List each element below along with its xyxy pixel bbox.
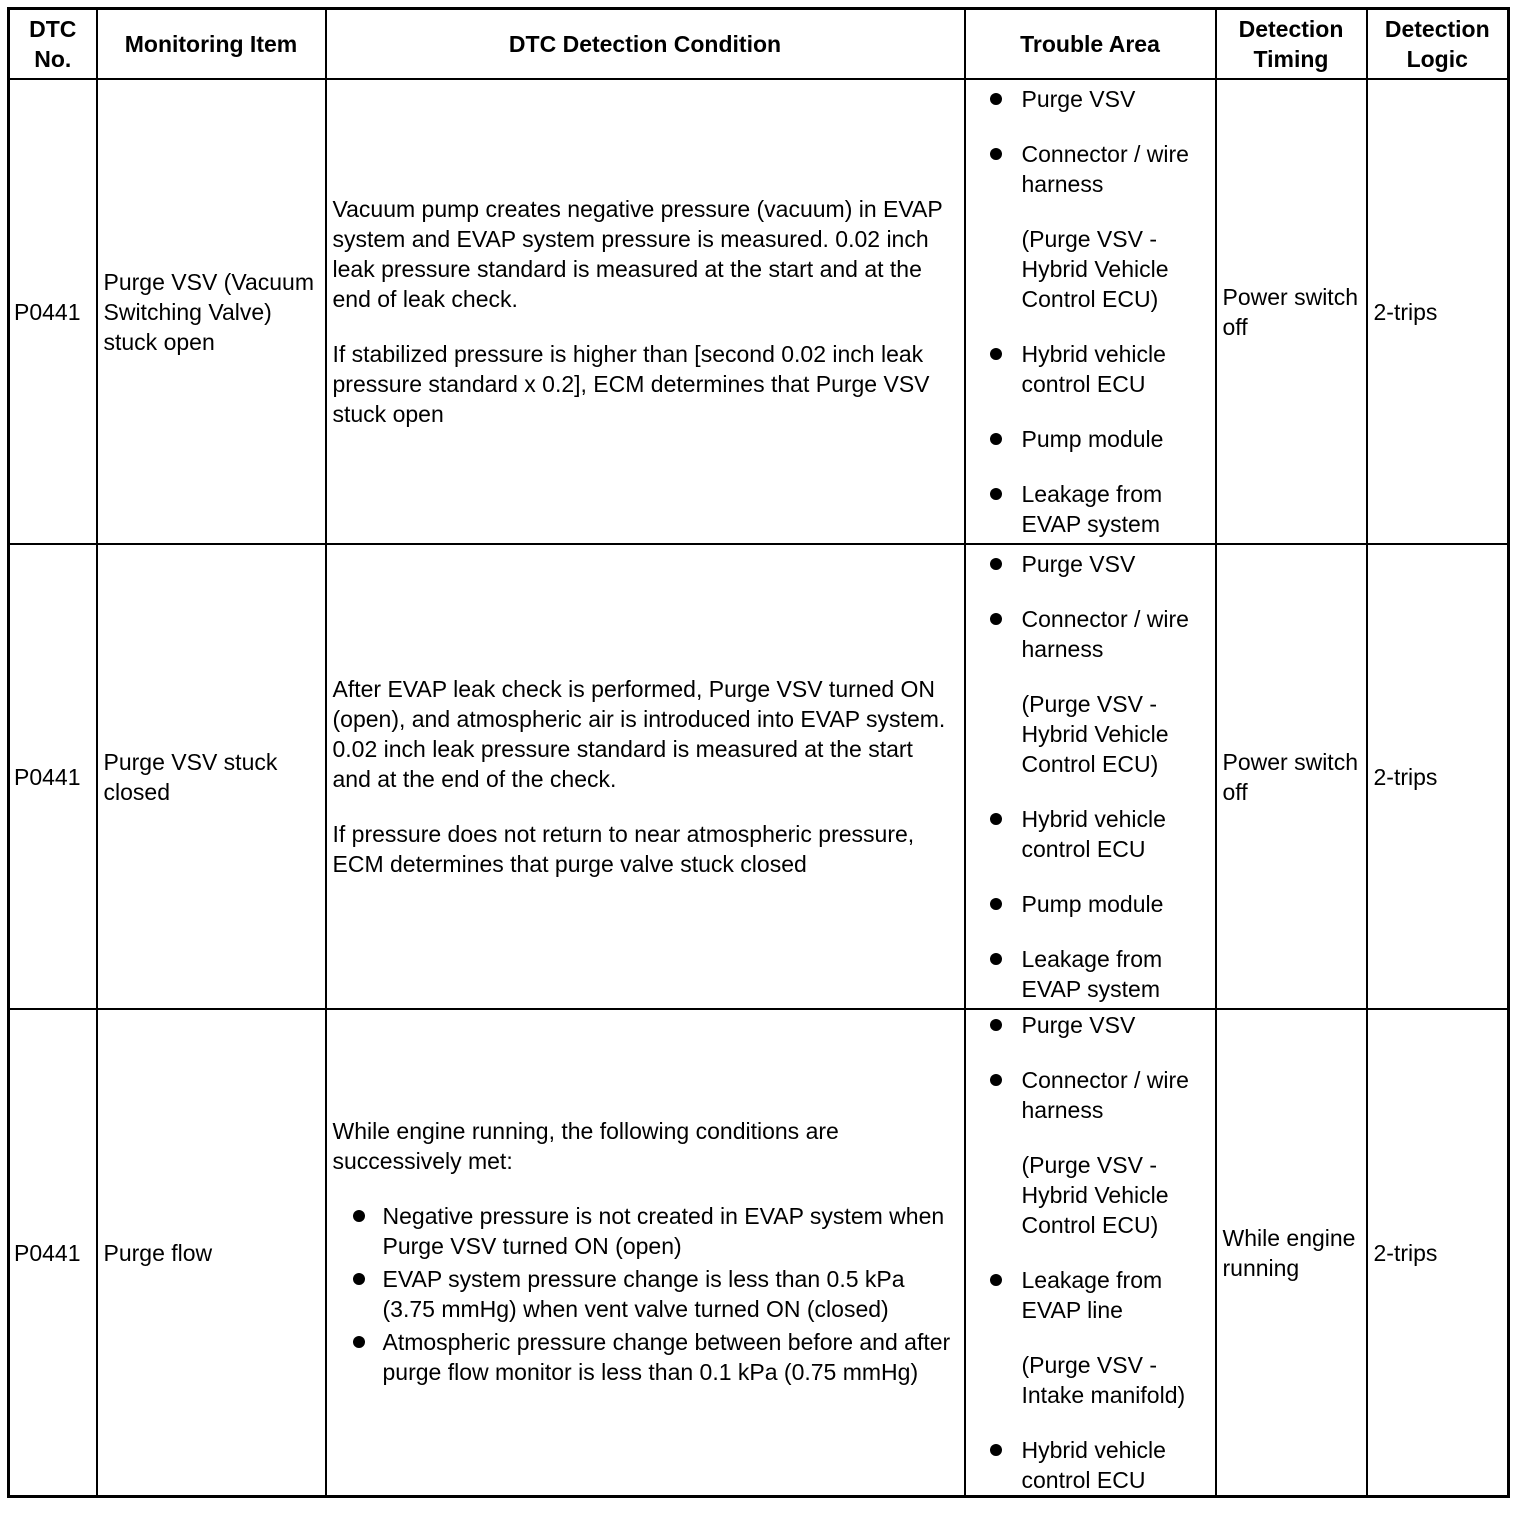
detection-condition <box>326 544 965 1009</box>
trouble-item: Leakage from EVAP system <box>988 479 1209 539</box>
trouble-area <box>965 544 1216 1009</box>
trouble-item: Connector / wire harness <box>988 604 1209 664</box>
trouble-subnote: (Purge VSV - Intake manifold) <box>1021 1352 1186 1408</box>
trouble-list <box>988 1010 1209 1495</box>
trouble-list <box>988 549 1209 1004</box>
trouble-item: Connector / wire harness <box>988 139 1209 199</box>
trouble-area <box>965 1009 1216 1497</box>
condition-list <box>333 1201 958 1387</box>
condition-bullet: EVAP system pressure change is less than 0.5 kPa (3.75 mmHg) when vent valve turned ON (closed) <box>349 1264 958 1324</box>
trouble-item: Hybrid vehicle control ECU <box>988 1435 1209 1495</box>
detection-timing: Power switch off <box>1216 79 1367 544</box>
trouble-item: Hybrid vehicle control ECU <box>988 339 1209 399</box>
header-detection-logic: Detection Logic <box>1367 9 1509 80</box>
condition-paragraph: Vacuum pump creates negative pressure (vacuum) in EVAP system and EVAP system pressure is measured. 0.02 inch leak pressure standard is measured at the start and at the end of leak check. <box>332 196 943 312</box>
table-row <box>9 1009 1509 1497</box>
trouble-subnote: (Purge VSV - Hybrid Vehicle Control ECU) <box>1021 1152 1169 1238</box>
detection-timing: Power switch off <box>1216 544 1367 1009</box>
header-trouble-area: Trouble Area <box>965 9 1216 80</box>
condition-bullet: Atmospheric pressure change between before and after purge flow monitor is less than 0.1 kPa (0.75 mmHg) <box>349 1327 958 1387</box>
header-dtc-no: DTC No. <box>9 9 97 80</box>
trouble-item: Leakage from EVAP line <box>988 1265 1209 1325</box>
detection-logic: 2-trips <box>1367 1009 1509 1497</box>
trouble-item: Purge VSV <box>988 549 1209 579</box>
trouble-subnote: (Purge VSV - Hybrid Vehicle Control ECU) <box>1021 226 1169 312</box>
trouble-item: Leakage from EVAP system <box>988 944 1209 1004</box>
trouble-item: Purge VSV <box>988 1010 1209 1040</box>
header-monitoring-item: Monitoring Item <box>97 9 326 80</box>
table-row <box>9 79 1509 544</box>
condition-intro: While engine running, the following conditions are successively met: <box>332 1117 839 1174</box>
dtc-table <box>7 7 1510 1498</box>
dtc-code: P0441 <box>9 1009 97 1497</box>
trouble-area <box>965 79 1216 544</box>
table-row <box>9 544 1509 1009</box>
header-detection-condition: DTC Detection Condition <box>326 9 965 80</box>
dtc-table-wrapper <box>7 7 1510 1498</box>
detection-logic: 2-trips <box>1367 79 1509 544</box>
detection-logic: 2-trips <box>1367 544 1509 1009</box>
dtc-code: P0441 <box>9 79 97 544</box>
trouble-list <box>988 84 1209 539</box>
condition-bullet: Negative pressure is not created in EVAP system when Purge VSV turned ON (open) <box>349 1201 958 1261</box>
condition-paragraph: After EVAP leak check is performed, Purge VSV turned ON (open), and atmospheric air is introduced into EVAP system. 0.02 inch leak pressure standard is measured at the start and at the end of the check. <box>332 676 946 792</box>
trouble-item: Purge VSV <box>988 84 1209 114</box>
condition-paragraph: If stabilized pressure is higher than [second 0.02 inch leak pressure standard x 0.2], ECM determines that Purge VSV stuck open <box>332 341 930 427</box>
header-row <box>9 9 1509 80</box>
monitoring-item: Purge VSV (Vacuum Switching Valve) stuck open <box>97 79 326 544</box>
trouble-item: Pump module <box>988 889 1209 919</box>
condition-paragraph: If pressure does not return to near atmospheric pressure, ECM determines that purge valve stuck closed <box>332 821 915 877</box>
detection-condition <box>326 79 965 544</box>
detection-timing: While engine running <box>1216 1009 1367 1497</box>
trouble-item: Pump module <box>988 424 1209 454</box>
monitoring-item: Purge flow <box>97 1009 326 1497</box>
trouble-item: Connector / wire harness <box>988 1065 1209 1125</box>
trouble-subnote: (Purge VSV - Hybrid Vehicle Control ECU) <box>1021 691 1169 777</box>
header-detection-timing: Detection Timing <box>1216 9 1367 80</box>
dtc-code: P0441 <box>9 544 97 1009</box>
monitoring-item: Purge VSV stuck closed <box>97 544 326 1009</box>
detection-condition <box>326 1009 965 1497</box>
trouble-item: Hybrid vehicle control ECU <box>988 804 1209 864</box>
